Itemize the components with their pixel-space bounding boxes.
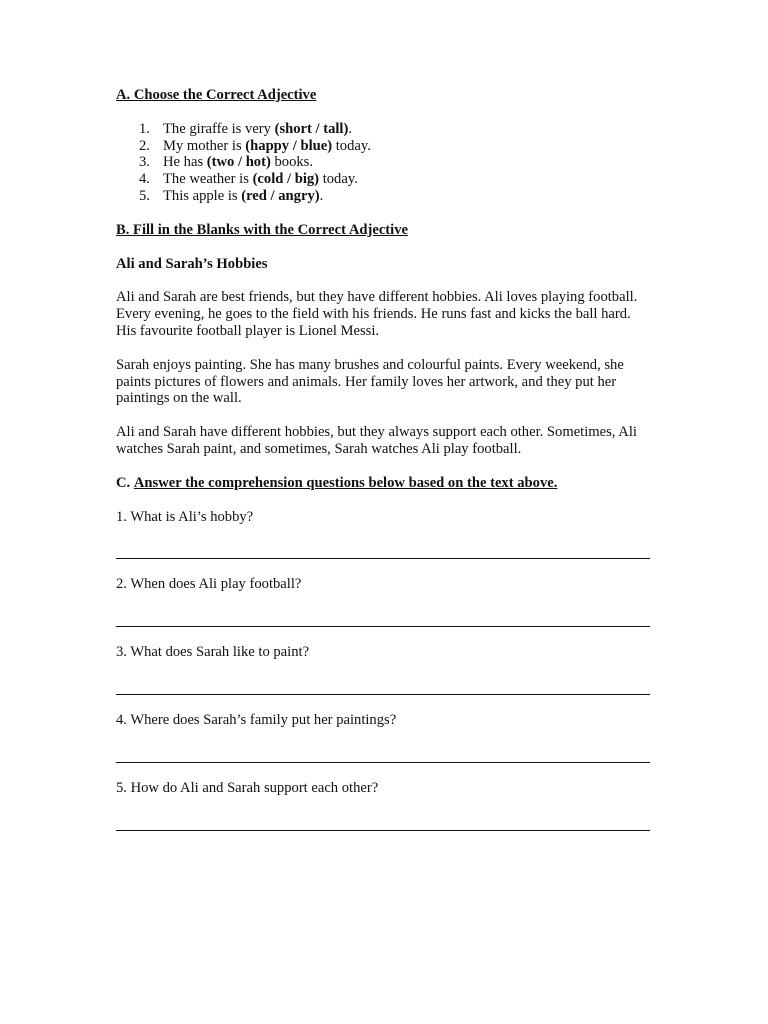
item-text-end: today.	[319, 171, 358, 188]
item-number: 2.	[139, 137, 150, 154]
item-number: 1.	[139, 120, 150, 137]
story-paragraph-2: Sarah enjoys painting. She has many brushes and colourful paints. Every weekend, she paints pictures of flowers and animals. Her family loves her artwork, and they put her paintings on the wall.	[116, 356, 624, 407]
list-item	[116, 138, 652, 155]
list-item	[116, 188, 652, 205]
item-number: 3.	[139, 154, 150, 171]
list-item	[116, 121, 652, 138]
item-text-end: today.	[332, 137, 371, 154]
item-number: 4.	[139, 171, 150, 188]
worksheet-page	[116, 87, 652, 831]
section-a-heading: A. Choose the Correct Adjective	[116, 87, 317, 103]
story-paragraph-3: Ali and Sarah have different hobbies, but they always support each other. Sometimes, Ali watches Sarah paint, and sometimes, Sarah watches Ali play football.	[116, 424, 637, 457]
list-item	[116, 154, 652, 171]
item-text: This apple is	[163, 187, 242, 204]
item-choice: (short / tall)	[274, 120, 349, 137]
question-2: 2. When does Ali play football?	[116, 576, 302, 593]
section-c-prefix: C.	[116, 474, 131, 491]
item-choice: (happy / blue)	[245, 137, 333, 154]
item-number: 5.	[139, 187, 150, 204]
item-text: The giraffe is very	[163, 120, 275, 137]
question-1: 1. What is Ali’s hobby?	[116, 508, 254, 525]
question-3: 3. What does Sarah like to paint?	[116, 644, 310, 661]
answer-line-5[interactable]	[116, 830, 650, 831]
item-text: The weather is	[163, 171, 253, 188]
story-title: Ali and Sarah’s Hobbies	[116, 255, 268, 272]
item-choice: (two / hot)	[206, 154, 271, 171]
story-paragraph-1: Ali and Sarah are best friends, but they have different hobbies. Ali loves playing football. Every evening, he goes to the field with his friends. He runs fast and kicks the ball hard. His favourite football player is Lionel Messi.	[116, 289, 638, 339]
item-text-end: .	[319, 187, 324, 204]
list-item	[116, 171, 652, 188]
section-b-heading: B. Fill in the Blanks with the Correct Adjective	[116, 221, 408, 238]
item-text-end: .	[348, 120, 353, 137]
section-c-heading	[116, 475, 652, 492]
item-choice: (cold / big)	[252, 171, 320, 188]
item-choice: (red / angry)	[241, 187, 320, 204]
question-5: 5. How do Ali and Sarah support each other?	[116, 779, 379, 796]
item-text-end: books.	[270, 154, 313, 171]
section-c-heading-text: Answer the comprehension questions below based on the text above.	[133, 474, 558, 491]
item-text: He has	[163, 154, 207, 171]
question-4: 4. Where does Sarah’s family put her paintings?	[116, 711, 397, 728]
adjective-choice-list	[116, 121, 652, 205]
item-text: My mother is	[163, 137, 246, 154]
